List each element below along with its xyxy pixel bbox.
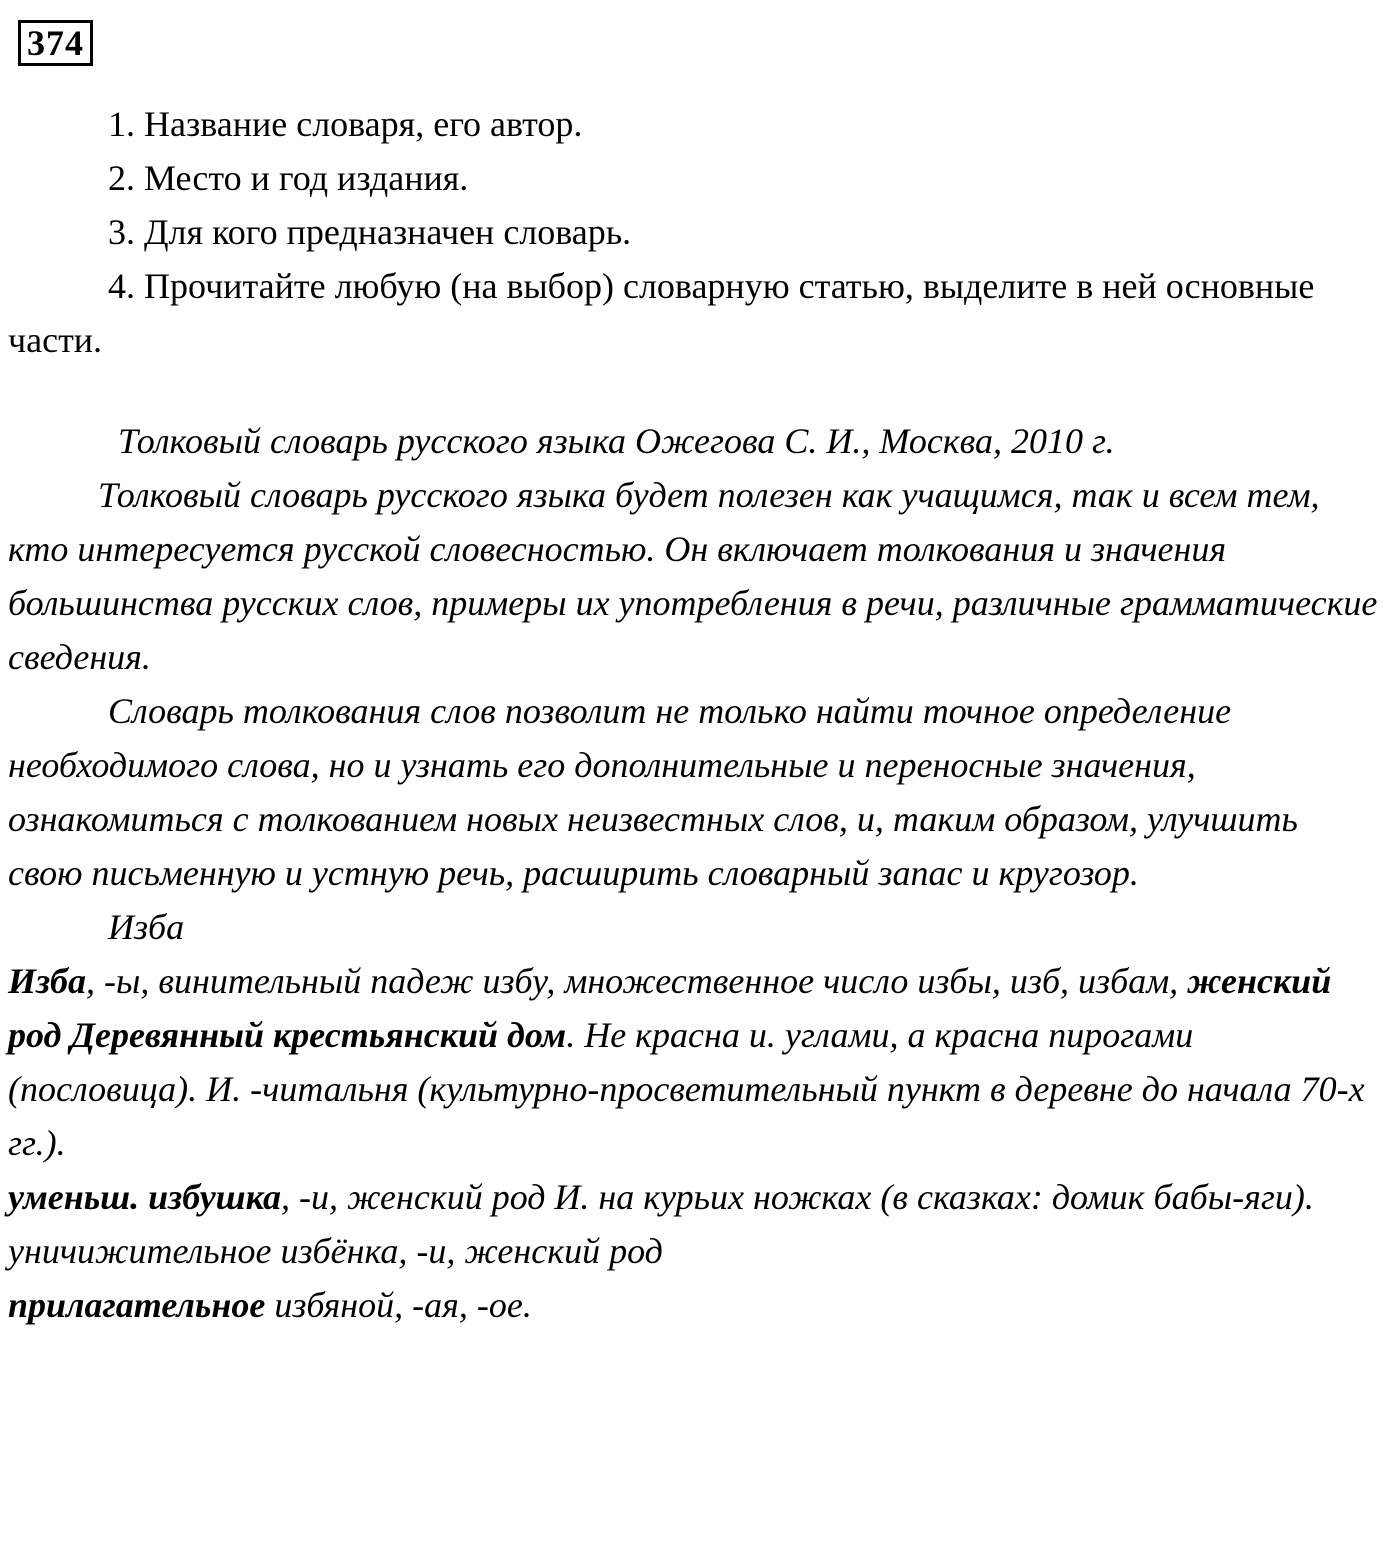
answer-paragraph-2: Словарь толкования слов позволит не только найти точное определение необходимого слова, но и узнать его дополнительные и переносные значения, ознакомиться с толкованием новых неизвестных слов, и, таким образом, улучшить свою письменную и устную речь, расширить словарный запас и кругозор.	[8, 691, 1298, 893]
task-number-badge: 374	[18, 20, 93, 66]
entry-diminutive-rest: , -и, женский род И. на курьих ножках (в сказках: домик бабы-яги).	[281, 1177, 1314, 1217]
question-2: 2. Место и год издания.	[108, 158, 469, 198]
entry-main	[8, 954, 1378, 1170]
answer-paragraph-1: Толковый словарь русского языка будет полезен как учащимся, так и всем тем, кто интересуется русской словесностью. Он включает толкования и значения большинства русских слов, примеры их употребления в речи, различные грамматические сведения.	[8, 475, 1378, 677]
entry-headword: Изба	[8, 961, 87, 1001]
dictionary-title-line: Толковый словарь русского языка Ожегова С. И., Москва, 2010 г.	[118, 421, 1115, 461]
entry-diminutive	[8, 1170, 1378, 1224]
question-3: 3. Для кого предназначен словарь.	[108, 212, 632, 252]
entry-adjective-rest: избяной, -ая, -ое.	[265, 1285, 532, 1325]
entry-pejorative: уничижительное избёнка, -и, женский род	[8, 1231, 663, 1271]
entry-adjective-label: прилагательное	[8, 1285, 266, 1325]
questions-block	[8, 97, 1378, 367]
entry-diminutive-label: уменьш. избушка	[8, 1177, 282, 1217]
entry-grammar: , -ы, винительный падеж избу, множественное число избы, изб, избам,	[86, 961, 1179, 1001]
entry-definition-rest: . Не красна и. углами, а красна пирогами (пословица). И. -читальня (культурно-просветительный пункт в деревне до начала 70-х гг.).	[8, 1015, 1365, 1163]
answer-block	[8, 414, 1378, 1332]
question-4: 4. Прочитайте любую (на выбор) словарную статью, выделите в ней основные части.	[8, 266, 1315, 360]
entry-heading: Изба	[108, 907, 185, 947]
entry-gender-definition: женский род Деревянный крестьянский дом	[8, 961, 1332, 1055]
entry-adjective	[8, 1278, 1378, 1332]
question-1: 1. Название словаря, его автор.	[108, 104, 583, 144]
